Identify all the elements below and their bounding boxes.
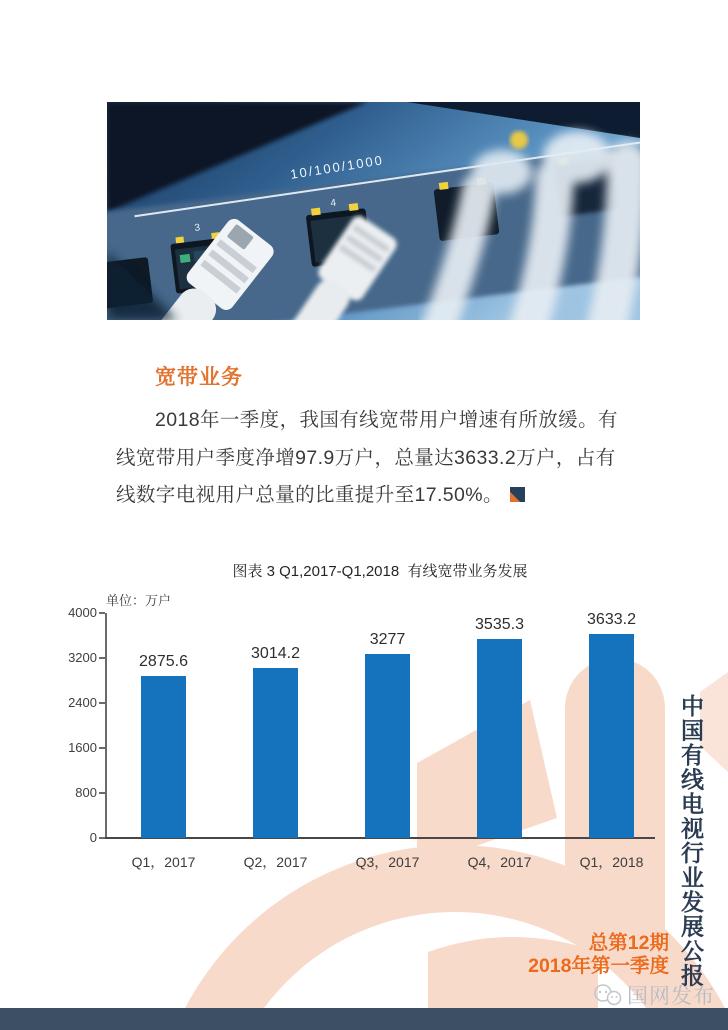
y-axis-tick [99, 747, 105, 749]
y-axis-tick-label: 2400 [68, 695, 97, 710]
chart-title: 图表 3 Q1,2017-Q1,2018 有线宽带业务发展 [232, 563, 528, 580]
led-bokeh-glow [510, 131, 528, 149]
publisher-name: 国网发布 [627, 985, 715, 1008]
publisher-watermark [592, 980, 715, 1010]
switch-port-number-4: 4 [329, 197, 337, 210]
bar-value-label: 2875.6 [139, 653, 188, 671]
y-axis-tick-label: 1600 [68, 740, 97, 755]
y-axis-tick [99, 657, 105, 659]
y-axis-tick [99, 792, 105, 794]
y-axis-tick-label: 4000 [68, 605, 97, 620]
bar-value-label: 3014.2 [251, 645, 300, 663]
y-axis-tick-label: 3200 [68, 650, 97, 665]
bar-Q3，2017 [365, 654, 410, 838]
bar-value-label: 3277 [369, 630, 406, 648]
bar-plot [68, 605, 655, 870]
y-axis-tick [99, 837, 105, 839]
x-axis-category-label: Q3，2017 [355, 854, 420, 870]
bar-Q4，2017 [477, 639, 522, 838]
bar-Q1，2018 [589, 634, 634, 838]
y-axis-tick-label: 0 [89, 830, 97, 845]
bar-value-label: 3535.3 [475, 616, 524, 634]
switch-panel-label: 10/100/1000 [289, 152, 385, 182]
article-paragraph-text: 2018年一季度，我国有线宽带用户增速有所放缓。有线宽带用户季度净增97.9万户，总量达3633.2万户，占有线数字电视用户总量的比重提升至17.50%。 [116, 409, 618, 506]
y-axis-tick [99, 612, 105, 614]
y-axis-tick [99, 702, 105, 704]
y-axis-line [105, 613, 107, 838]
chart-unit-label: 单位：万户 [106, 593, 172, 608]
report-vertical-title: 中国有线电视行业发展公报 [678, 694, 704, 988]
footer-bar [0, 1008, 728, 1030]
wechat-icon [592, 983, 622, 1007]
x-axis-category-label: Q1，2018 [579, 854, 644, 870]
section-heading: 宽带业务 [155, 366, 243, 389]
y-axis-tick-label: 800 [75, 785, 97, 800]
article-paragraph [116, 402, 626, 515]
issue-quarter: 2018年第一季度 [528, 955, 669, 977]
x-axis-category-label: Q4，2017 [467, 854, 532, 870]
bar-Q2，2017 [253, 668, 298, 838]
x-axis-category-label: Q1，2017 [131, 854, 196, 870]
issue-info [528, 932, 669, 978]
bar-Q1，2017 [141, 676, 186, 838]
switch-port-number-3: 3 [193, 222, 201, 235]
bar-value-label: 3633.2 [587, 610, 636, 628]
hero-photo [107, 102, 640, 320]
x-axis-category-label: Q2，2017 [243, 854, 308, 870]
article-end-mark-icon [510, 487, 525, 502]
issue-number: 总第12期 [588, 932, 669, 954]
